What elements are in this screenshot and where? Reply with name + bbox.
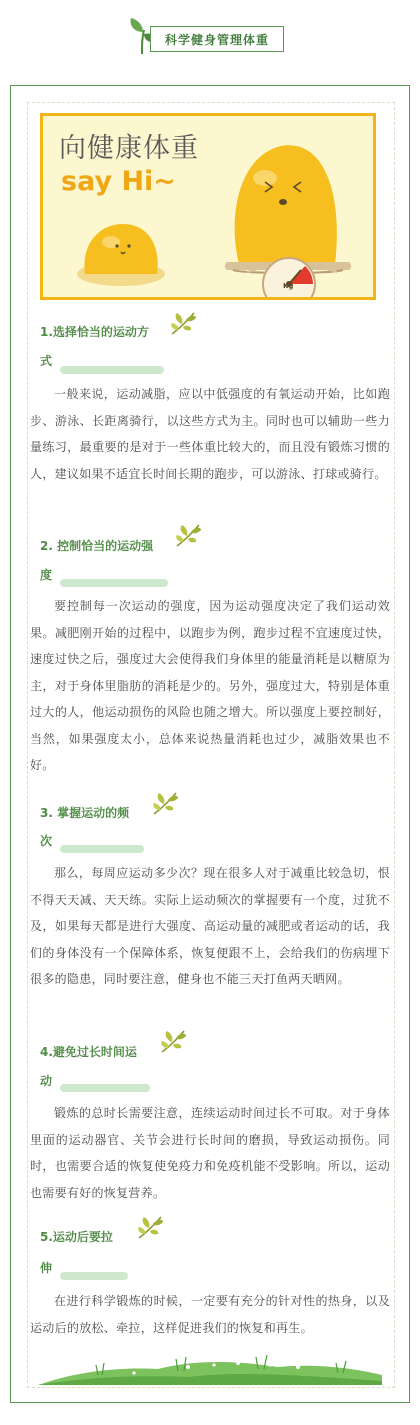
section-1-title-line2: 式 — [40, 354, 53, 368]
leaf-icon — [173, 522, 203, 548]
leaf-icon — [158, 1028, 188, 1054]
section-1-body: 一般来说，运动减脂，应以中低强度的有氧运动开始，比如跑步、游泳、长距离骑行，以这些方式为主。同时也可以辅助一些力量练习，最重要的是对于一些体重比较大的，而且没有锻炼习惯的人，建议如果不适宜长时间长期的跑步，可以游泳、打球或骑行。 — [30, 387, 390, 481]
section-3-body: 那么，每周应运动多少次？现在很多人对于减重比较急切，恨不得天天减、天天练。实际上运动频次的掌握要有一个度，过犹不及，如果每天都是进行大强度、高运动量的减肥或者运动的话，我们的身体没有一个保障体系，恢复便跟不上，会给我们的伤病埋下很多的隐患，同时要注意，健身也不能三天打鱼两天晒网。 — [30, 866, 390, 986]
scale-unit-label: Kg — [283, 282, 294, 290]
section-4-title-line1: 4.避免过长时间运 — [40, 1045, 137, 1059]
section-4-title-line2: 动 — [40, 1074, 53, 1088]
leaf-icon — [135, 1214, 165, 1240]
section-2-title-line1: 2. 控制恰当的运动强 — [40, 539, 154, 553]
section-1-underline — [60, 366, 164, 374]
grass-decoration — [38, 1345, 382, 1385]
section-2-title-line2: 度 — [40, 568, 53, 582]
section-5-title-line1: 5.运动后要拉 — [40, 1230, 113, 1244]
section-3-title-line1: 3. 掌握运动的频 — [40, 806, 130, 820]
section-2-underline — [60, 579, 168, 587]
leaf-icon — [168, 310, 198, 336]
leaf-icon — [150, 790, 180, 816]
section-4-underline — [60, 1084, 150, 1092]
header — [0, 14, 420, 58]
banner-title-cn: 向健康体重 — [59, 133, 199, 164]
section-5-body: 在进行科学锻炼的时候，一定要有充分的针对性的热身，以及运动后的放松、牵拉，这样促进我们的恢复和再生。 — [30, 1294, 390, 1335]
section-5-title-line2: 伸 — [40, 1261, 53, 1275]
header-tag: 科学健身管理体重 — [150, 26, 284, 52]
banner-title-en: say Hi~ — [61, 166, 176, 197]
section-3-underline — [60, 845, 144, 853]
section-3-title-line2: 次 — [40, 834, 53, 848]
section-5-underline — [60, 1272, 128, 1280]
hero-banner — [40, 113, 376, 300]
section-4-body: 锻炼的总时长需要注意，连续运动时间过长不可取。对于身体里面的运动器官、关节会进行长时间的磨损，导致运动损伤。同时，也需要合适的恢复使免疫力和免疫机能不受影响。所以，运动也需要有好的恢复营养。 — [30, 1106, 390, 1200]
section-2-body: 要控制每一次运动的强度，因为运动强度决定了我们运动效果。减肥刚开始的过程中，以跑步为例，跑步过程不宜速度过快，速度过快之后，强度过大会使得我们身体里的能量消耗是以糖原为主，对于身体里脂肪的消耗是少的。另外，强度过大，特别是体重过大的人，他运动损伤的风险也随之增大。所以强度上要控制好，当然，如果强度太小，总体来说热量消耗也过少，减脂效果也不好。 — [30, 599, 390, 772]
section-1-title-line1: 1.选择恰当的运动方 — [40, 325, 149, 339]
